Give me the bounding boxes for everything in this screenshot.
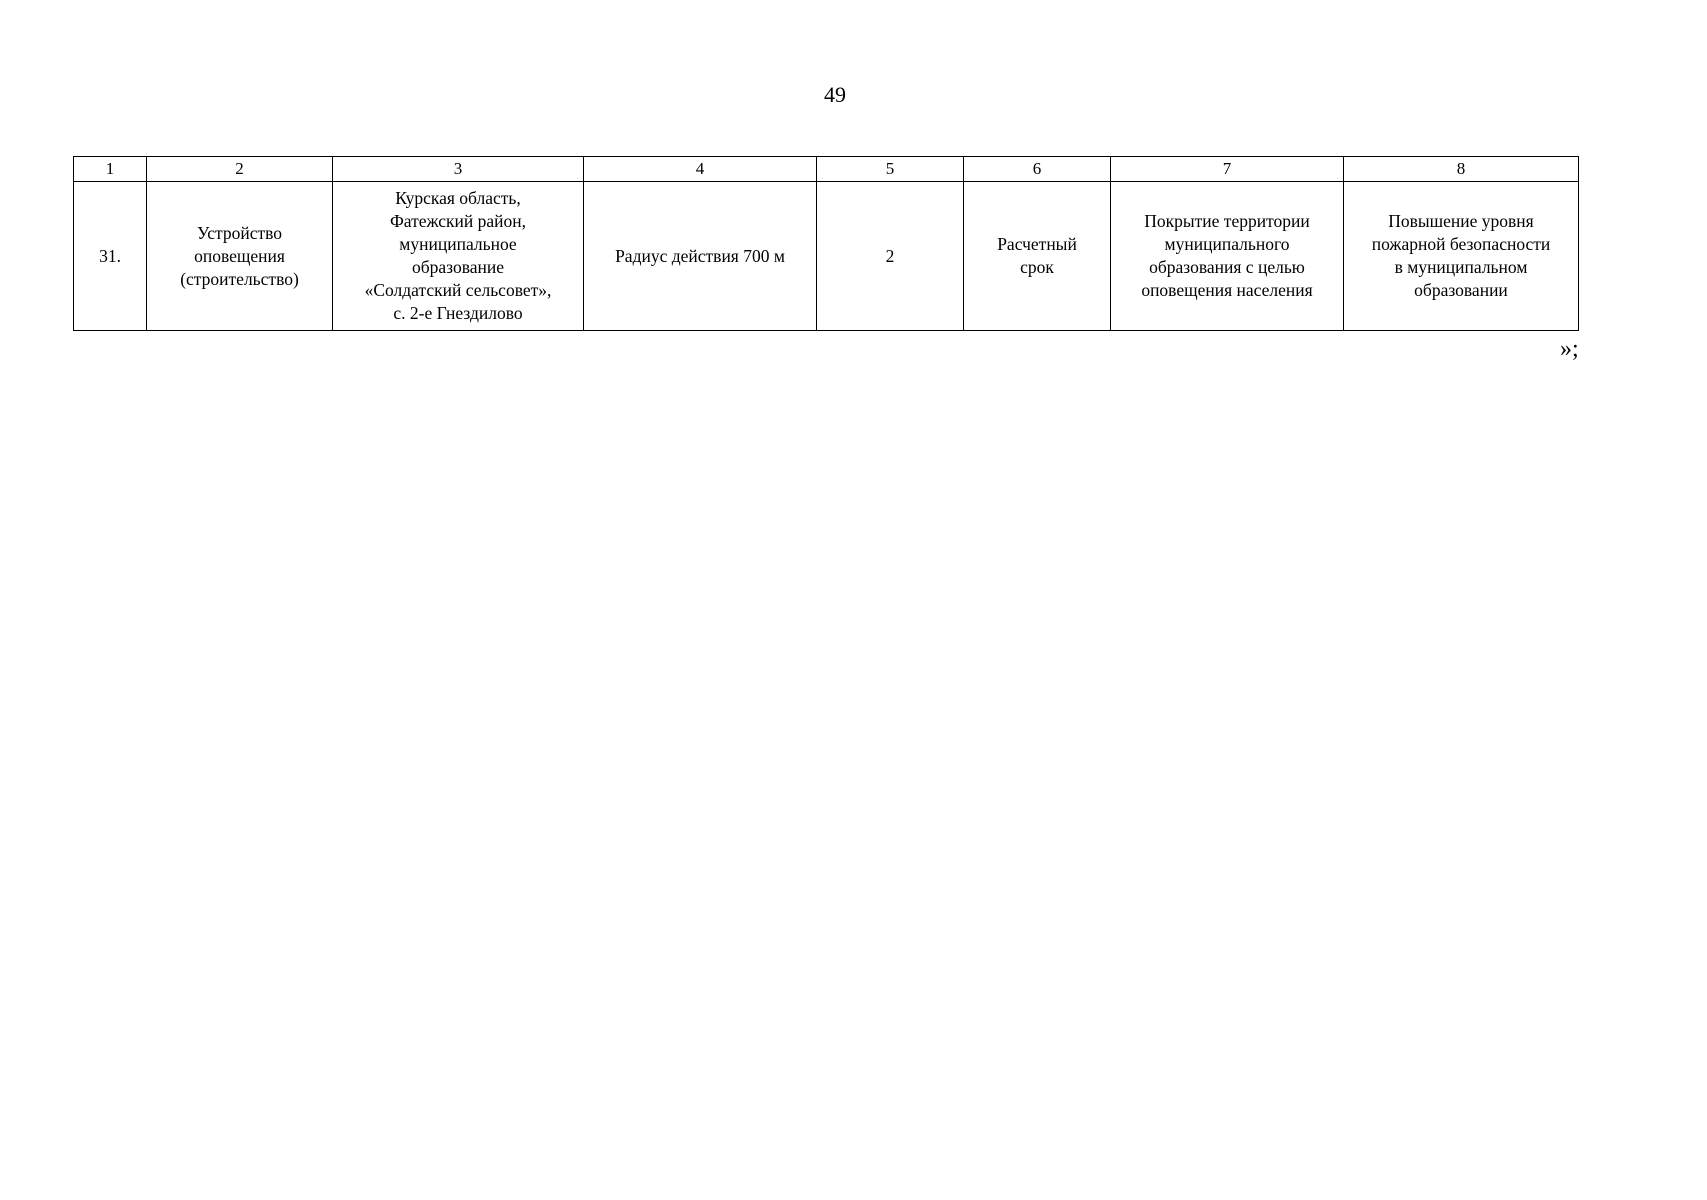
location-cell <box>333 182 584 331</box>
column-header: 5 <box>817 157 964 182</box>
table-header-row <box>74 157 1579 182</box>
column-header: 8 <box>1344 157 1579 182</box>
page-number: 49 <box>824 82 846 107</box>
object-name-cell <box>147 182 333 331</box>
cell-text: Повышение уровня пожарной безопасности в муниципальном образовании <box>1371 211 1551 300</box>
effect-cell <box>1344 182 1579 331</box>
data-table <box>73 156 1579 331</box>
closing-quote-mark: »; <box>1560 336 1579 362</box>
column-header: 1 <box>74 157 147 182</box>
term-cell <box>964 182 1111 331</box>
column-header: 2 <box>147 157 333 182</box>
column-header: 4 <box>584 157 817 182</box>
cell-text: 2 <box>885 245 895 266</box>
cell-text: Радиус действия 700 м <box>615 245 785 266</box>
cell-text: Покрытие территории муниципального образования с целью оповещения населения <box>1141 211 1313 300</box>
cell-text: Расчетный срок <box>997 234 1077 277</box>
cell-text: 31. <box>99 245 121 266</box>
quantity-cell <box>817 182 964 331</box>
purpose-cell <box>1111 182 1344 331</box>
cell-text: Курская область, Фатежский район, муниципальное образование «Солдатский сельсовет», с. 2-е Гнездилово <box>364 188 552 323</box>
parameters-cell <box>584 182 817 331</box>
column-header: 7 <box>1111 157 1344 182</box>
column-header: 6 <box>964 157 1111 182</box>
cell-text: Устройство оповещения (строительство) <box>180 222 299 289</box>
table-row <box>74 182 1579 331</box>
column-header: 3 <box>333 157 584 182</box>
row-number-cell <box>74 182 147 331</box>
